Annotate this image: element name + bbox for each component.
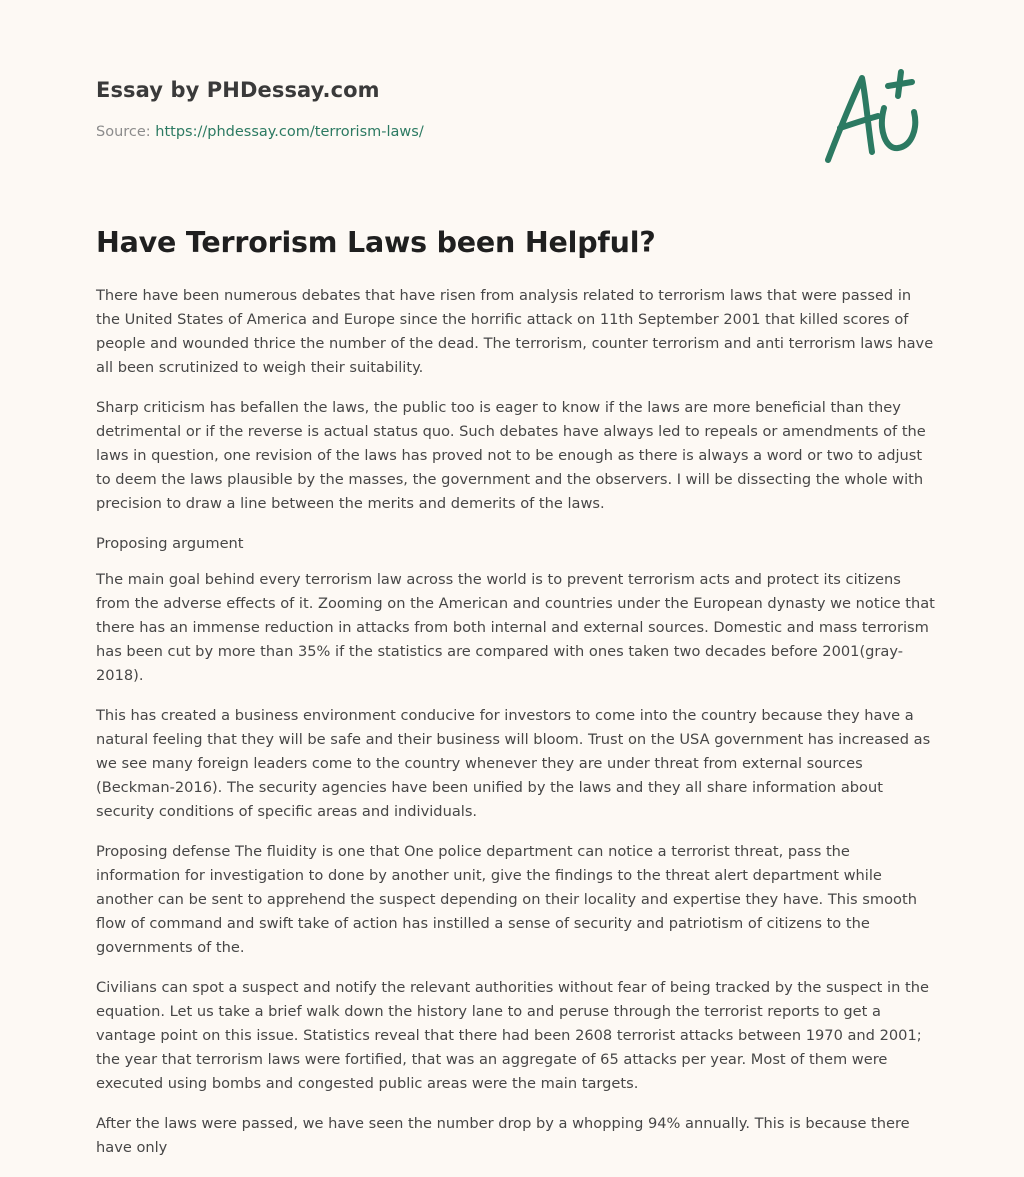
essay-paragraph: Sharp criticism has befallen the laws, the public too is eager to know if the laws are more beneficial than they detrimental or if the reverse is actual status quo. Such debates have always led to repeals or amendments of the laws in question, one revision of the laws has proved not to be enough as there is always a word or two to adjust to deem the laws plausible by the masses, the government and the observers. I will be dissecting the whole with precision to draw a line between the merits and demerits of the laws. [96,399,926,512]
essay-paragraph: After the laws were passed, we have seen the number drop by a whopping 94% annually. This is because there have only [96,1115,910,1156]
essay-body [96,284,936,1176]
essay-paragraph: Civilians can spot a suspect and notify the relevant authorities without fear of being tracked by the suspect in the equation. Let us take a brief walk down the history lane to and peruse through the terrorist reports to get a vantage point on this issue. Statistics reveal that there had been 2608 terrorist attacks between 1970 and 2001; the year that terrorism laws were fortified, that was an aggregate of 65 attacks per year. Most of them were executed using bombs and congested public areas were the main targets. [96,979,929,1092]
a-plus-logo-icon [822,68,926,168]
site-brand: Essay by PHDessay.com [96,78,380,102]
essay-title: Have Terrorism Laws been Helpful? [96,226,656,259]
source-label: Source: [96,124,151,140]
essay-paragraph: This has created a business environment conducive for investors to come into the country because they have a natural feeling that they will be safe and their business will bloom. Trust on the USA government has increased as we see many foreign leaders come to the country whenever they are under threat from external sources (Beckman-2016). The security agencies have been unified by the laws and they all share information about security conditions of specific areas and individuals. [96,707,931,820]
essay-paragraph: Proposing defense The fluidity is one that One police department can notice a terrorist threat, pass the information for investigation to done by another unit, give the findings to the threat alert department while another can be sent to apprehend the suspect depending on their locality and expertise they have. This smooth flow of command and swift take of action has instilled a sense of security and patriotism of citizens to the governments of the. [96,843,917,956]
essay-paragraph: There have been numerous debates that have risen from analysis related to terrorism laws that were passed in the United States of America and Europe since the horrific attack on 11th September 2001 that killed scores of people and wounded thrice the number of the dead. The terrorism, counter terrorism and anti terrorism laws have all been scrutinized to weigh their suitability. [96,287,934,376]
section-heading: Proposing argument [96,535,244,552]
essay-paragraph: The main goal behind every terrorism law across the world is to prevent terrorism acts and protect its citizens from the adverse effects of it. Zooming on the American and countries under the European dynasty we notice that there has an immense reduction in attacks from both internal and external sources. Domestic and mass terrorism has been cut by more than 35% if the statistics are compared with ones taken two decades before 2001(gray-2018). [96,571,935,684]
source-line [96,124,424,140]
source-link[interactable]: https://phdessay.com/terrorism-laws/ [155,124,424,140]
